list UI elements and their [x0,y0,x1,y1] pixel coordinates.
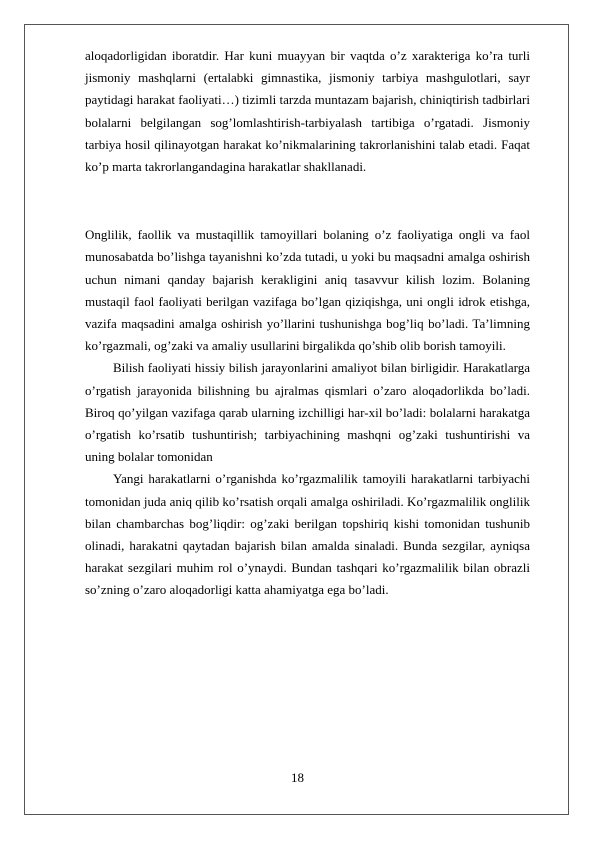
document-body [85,45,530,602]
paragraph-1: aloqadorligidan iboratdir. Har kuni muayyan bir vaqtda o’z xarakteriga ko’ra turli jismoniy mashqlarni (ertalabki gimnastika, jismoniy tarbiya mashgulotlari, sayr paytidagi harakat faoliyati…) tizimli tarzda muntazam bajarish, chiniqtirish tadbirlari bolalarni belgilangan sog’lomlashtirish-tarbiyalash tartibiga o’rgatadi. Jismoniy tarbiya hosil qilinayotgan harakat ko’nikmalarining takrorlanishini talab etadi. Faqat ko’p marta takrorlangandagina harakatlar shakllanadi. [85,48,530,175]
paragraph-2: Onglilik, faollik va mustaqillik tamoyillari bolaning o’z faoliyatiga ongli va faol munosabatda bo’lishga tayanishni ko’zda tutadi, u yoki bu maqsadni amalga oshirish uchun nimani qanday bajarish kerakligini aniq tasavvur kilish lozim. Bolaning mustaqil faol faoliyati berilgan vazifaga bo’lgan qiziqishga, uni ongli idrok etishga, vazifa maqsadini amalga oshirish yo’llarini tushunishga bog’liq bo’ladi. Ta’limning ko’rgazmali, og’zaki va amaliy usullarini birgalikda qo’shib olib borish tamoyili. [85,227,530,354]
page-number: 18 [291,770,304,785]
paragraph-gap [85,178,530,224]
paragraph-3: Bilish faoliyati hissiy bilish jarayonlarini amaliyot bilan birligidir. Harakatlarga o’rgatish jarayonida bilishning bu ajralmas qismlari o’zaro aloqadorlikda bo’ladi. Biroq qo’yilgan vazifaga qarab ularning izchilligi har-xil bo’ladi: bolalarni harakatga o’rgatish ko’rsatib tushuntirish; tarbiyachining mashqni og’zaki tushuntirishi va uning bolalar tomonidan [85,360,530,465]
paragraph-4: Yangi harakatlarni o’rganishda ko’rgazmalilik tamoyili harakatlarni tarbiyachi tomonidan juda aniq qilib ko’rsatish orqali amalga oshiriladi. Ko’rgazmalilik onglilik bilan chambarchas bog’liqdir: og’zaki berilgan topshiriq kishi tomonidan tushunib olinadi, harakatni qaytadan bajarish bilan amalda sinaladi. Bunda sezgilar, ayniqsa harakat sezgilari muhim rol o’ynaydi. Bundan tashqari ko’rgazmalilik bilan obrazli so’zning o’zaro aloqadorligi katta ahamiyatga ega bo’ladi. [85,471,530,598]
